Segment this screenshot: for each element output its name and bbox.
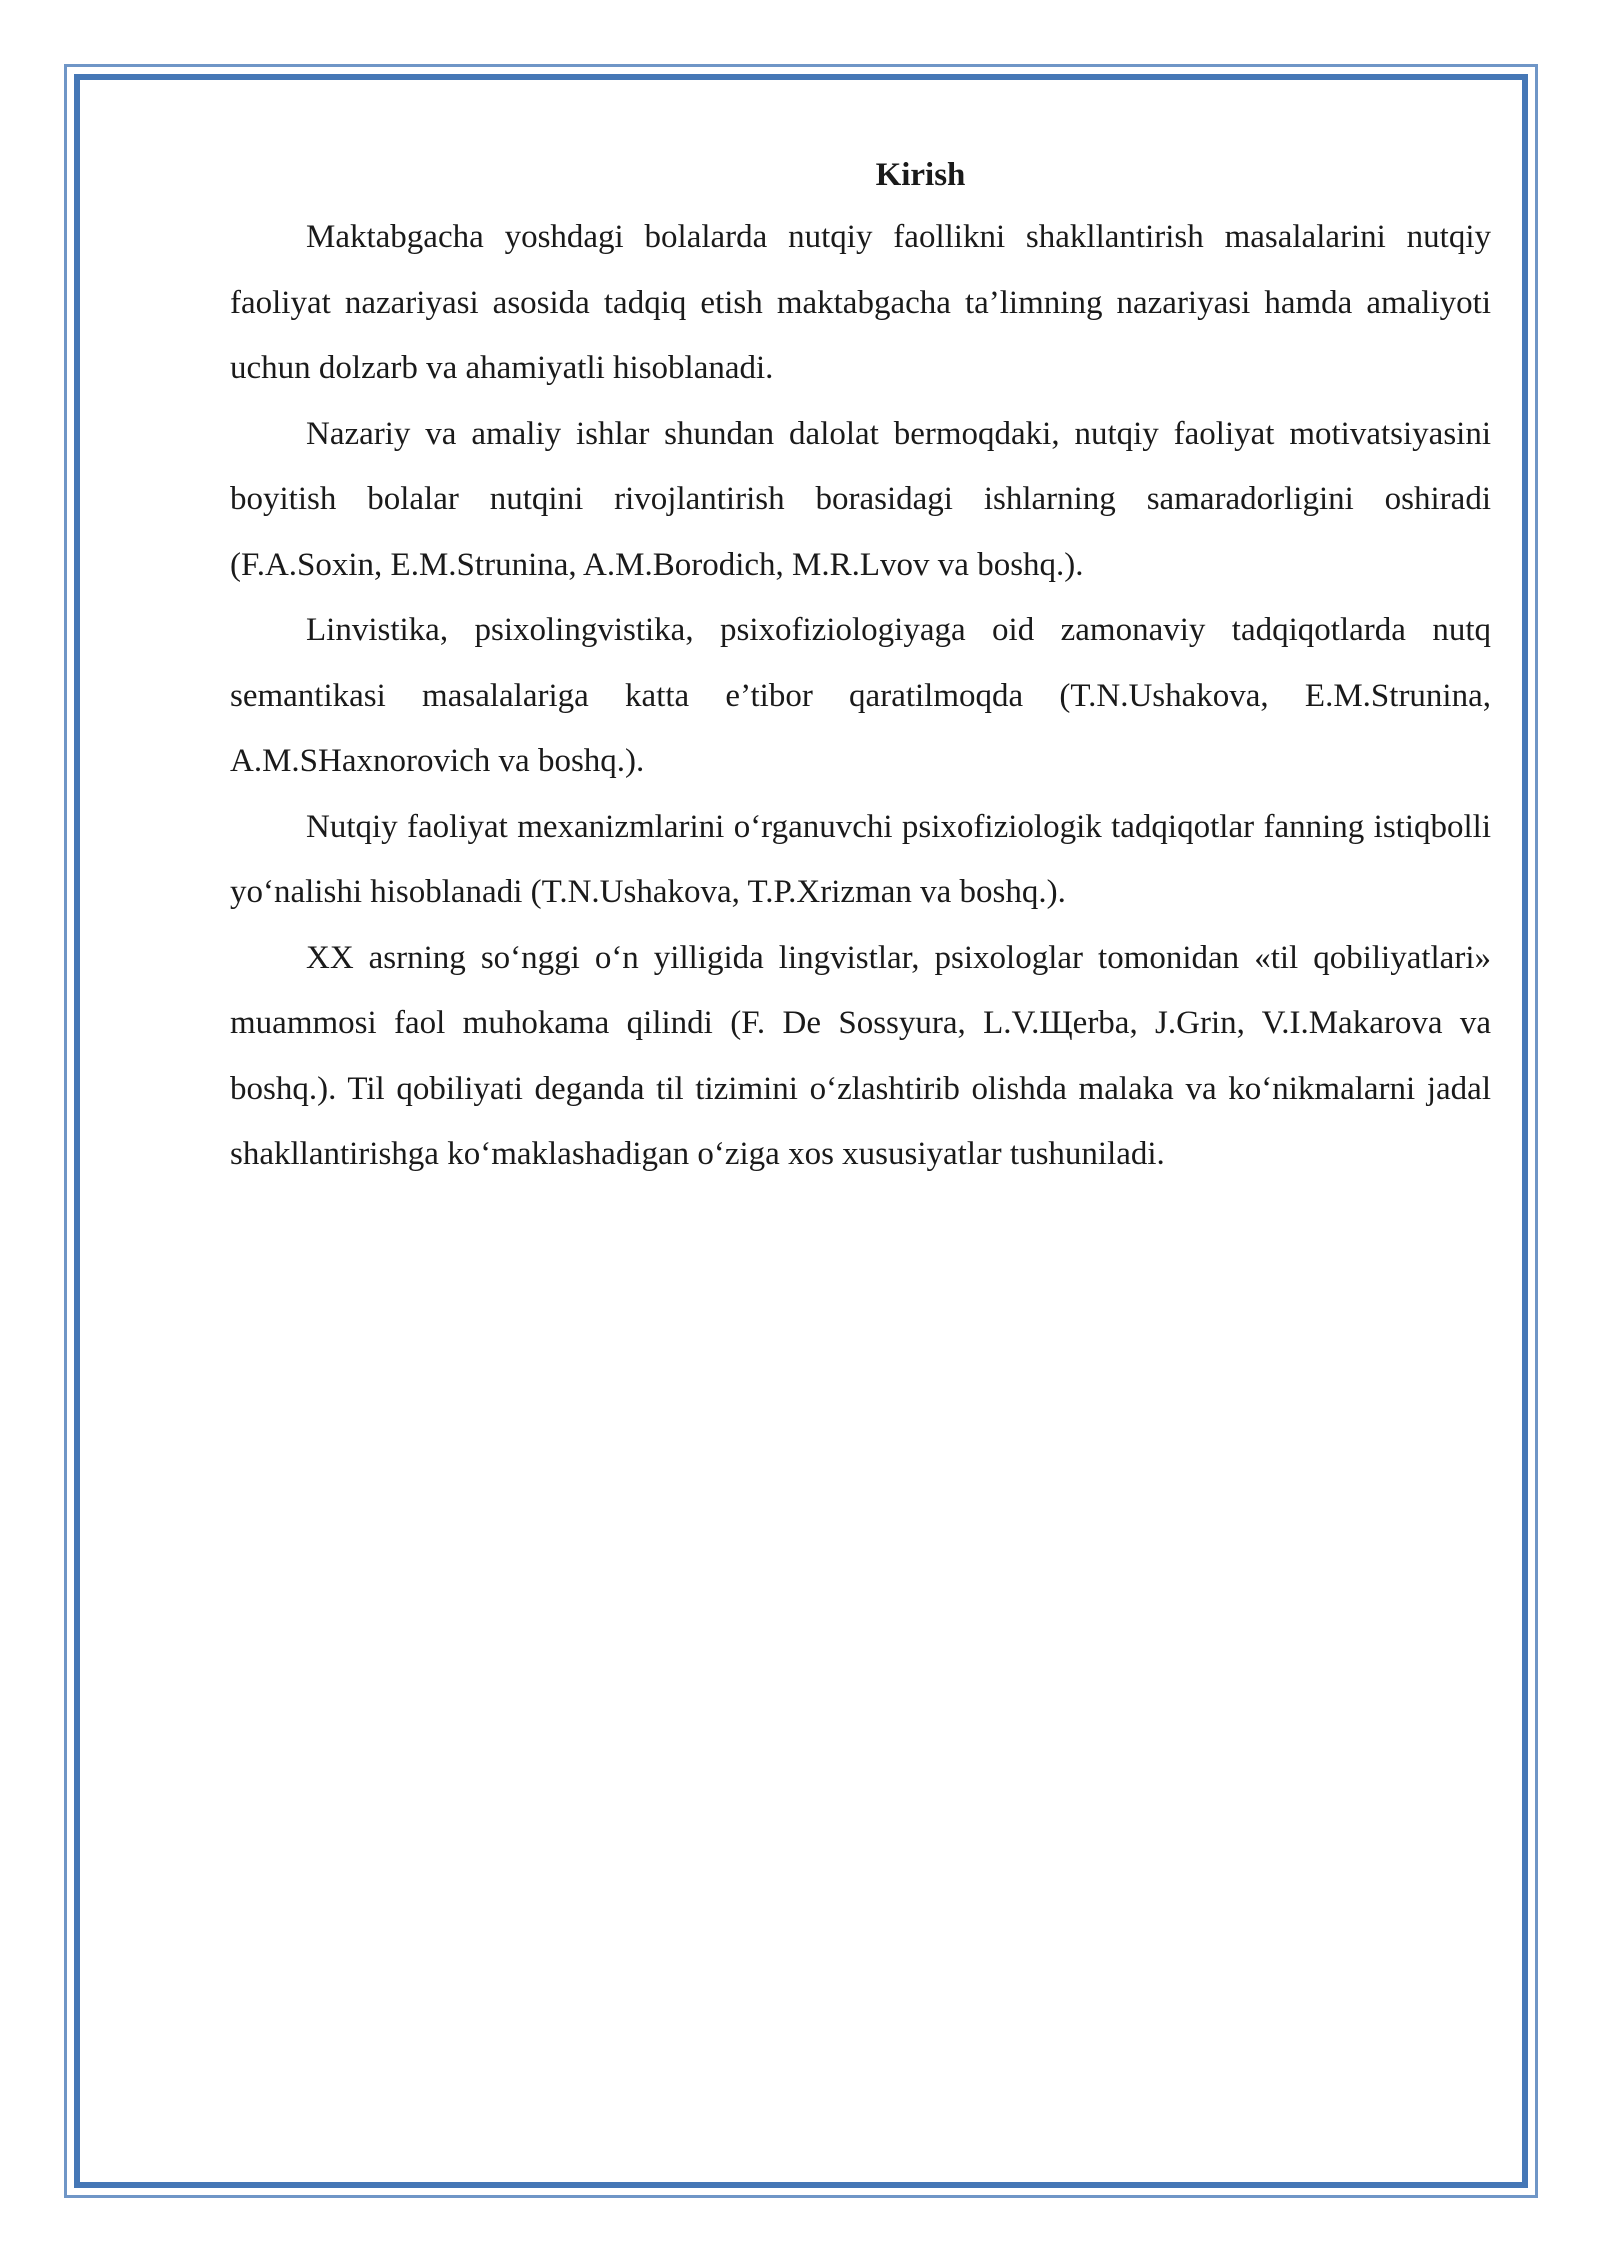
section-heading: Kirish xyxy=(875,157,966,193)
paragraph-3: Linvistika, psixolingvistika, psixofiziologiyaga oid zamonaviy tadqiqotlarda nutq semantikasi masalalariga katta e’tibor qaratilmoqda (T.N.Ushakova, E.M.Strunina, A.M.SHaxnorovich va boshq.). xyxy=(230,612,1491,779)
paragraph-1: Maktabgacha yoshdagi bolalarda nutqiy faollikni shakllantirish masalalarini nutqiy faoliyat nazariyasi asosida tadqiq etish maktabgacha ta’limning nazariyasi hamda amaliyoti uchun dolzarb va ahamiyatli hisoblanadi. xyxy=(230,219,1491,386)
paragraph-5: XX asrning so‘nggi o‘n yilligida lingvistlar, psixologlar tomonidan «til qobiliyatlari» muammosi faol muhokama qilindi (F. De Sossyura, L.V.Щerba, J.Grin, V.I.Makarova va boshq.). Til qobiliyati deganda til tizimini o‘zlashtirib olishda malaka va ko‘nikmalarni jadal shakllantirishga ko‘maklashadigan o‘ziga xos xususiyatlar tushuniladi. xyxy=(230,939,1491,1172)
paragraph-2: Nazariy va amaliy ishlar shundan dalolat bermoqdaki, nutqiy faoliyat motivatsiyasini boyitish bolalar nutqini rivojlantirish borasidagi ishlarning samaradorligini oshiradi (F.A.Soxin, E.M.Strunina, A.M.Borodich, M.R.Lvov va boshq.). xyxy=(230,415,1491,583)
paragraph-4: Nutqiy faoliyat mexanizmlarini o‘rganuvchi psixofiziologik tadqiqotlar fanning istiqbolli yo‘nalishi hisoblanadi (T.N.Ushakova, T.P.Xrizman va boshq.). xyxy=(230,808,1491,910)
document-body xyxy=(230,145,1491,1188)
